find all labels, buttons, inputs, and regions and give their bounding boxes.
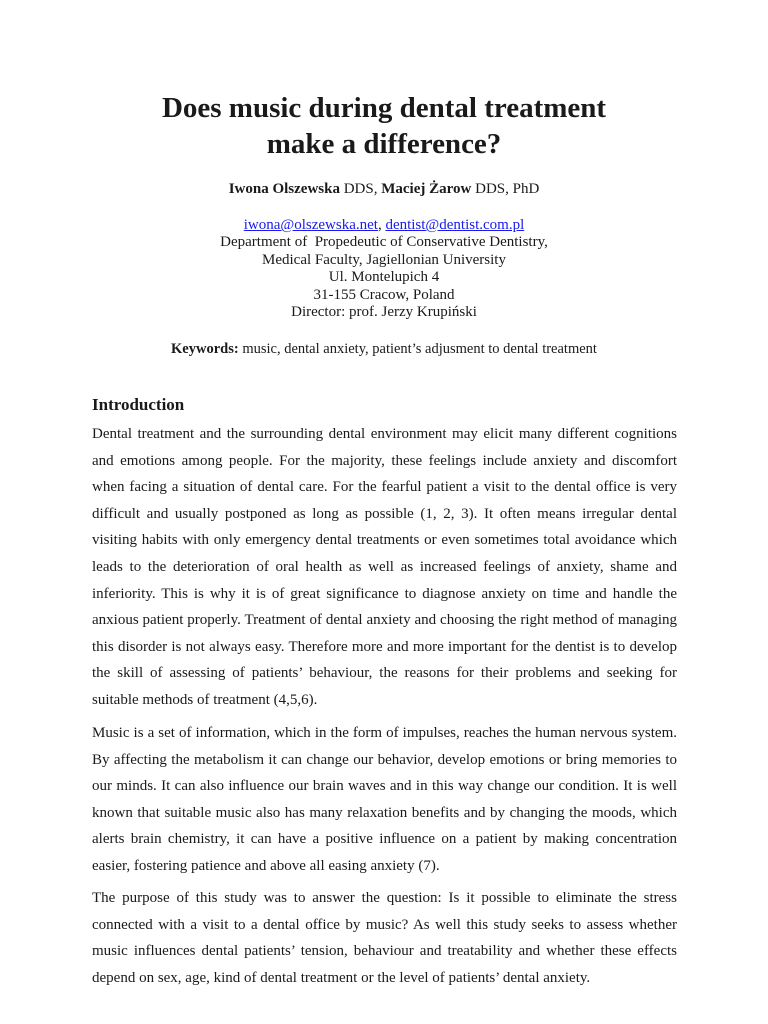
section-heading-introduction: Introduction <box>92 395 185 414</box>
email-link-dentist[interactable]: dentist@dentist.com.pl <box>385 217 525 233</box>
email-line <box>0 217 768 234</box>
department-line: Department of Propedeutic of Conservative Dentistry, <box>220 234 548 251</box>
director-line: Director: prof. Jerzy Krupiński <box>291 304 477 321</box>
paragraph: Music is a set of information, which in the form of impulses, reaches the human nervous system. By affecting the metabolism it can change our behavior, develop emotions or bring memories to our minds. It can also influence our brain waves and in this way change our condition. It is well known that suitable music also has many relaxation benefits and by changing the moods, which alerts brain chemistry, it can have a positive influence on a patient by making concentration easier, fostering patience and above all easing anxiety (7). <box>92 725 677 874</box>
keywords-label: Keywords: <box>171 341 239 357</box>
keywords-line <box>0 340 768 358</box>
faculty-line: Medical Faculty, Jagiellonian University <box>262 251 506 268</box>
author-2-degree: DDS, PhD <box>471 181 540 197</box>
affiliation-block <box>0 217 768 321</box>
paper-title <box>0 90 768 162</box>
paragraph: Dental treatment and the surrounding dental environment may elicit many different cognitions and emotions among people. For the majority, these feelings include anxiety and discomfort when facing a situation of dental care. For the fearful patient a visit to the dental office is very difficult and usually postponed as long as possible (1, 2, 3). It often means irregular dental visiting habits with only emergency dental treatments or even sometimes total avoidance which leads to the deterioration of oral health as well as increased feelings of anxiety, shame and inferiority. This is why it is of great significance to diagnose anxiety on time and handle the anxious patient properly. Treatment of dental anxiety and choosing the right method of managing this disorder is not always easy. Therefore more and more important for the dentist is to develop the skill of assessing of patients’ behaviour, the reasons for their problems and seeking for suitable methods of treatment (4,5,6). <box>92 426 677 708</box>
keywords-text: music, dental anxiety, patient’s adjusment to dental treatment <box>238 341 597 357</box>
paper-title-line-2: make a difference? <box>266 128 502 160</box>
email-separator: , <box>377 217 386 233</box>
author-1-name: Iwona Olszewska <box>228 181 340 197</box>
email-link-olszewska[interactable]: iwona@olszewska.net <box>243 217 378 233</box>
author-line <box>0 180 768 198</box>
author-2-name: Maciej Żarow <box>381 181 472 197</box>
city-line: 31-155 Cracow, Poland <box>313 286 455 303</box>
paragraph: The purpose of this study was to answer the question: Is it possible to eliminate the stress connected with a visit to a dental office by music? As well this study seeks to assess whether music influences dental patients’ tension, behaviour and treatability and whether these effects depend on sex, age, kind of dental treatment or the level of patients’ dental anxiety. <box>92 890 677 986</box>
street-line: Ul. Montelupich 4 <box>328 269 440 286</box>
paper-title-line-1: Does music during dental treatment <box>161 92 607 124</box>
author-1-degree: DDS, <box>339 181 382 197</box>
